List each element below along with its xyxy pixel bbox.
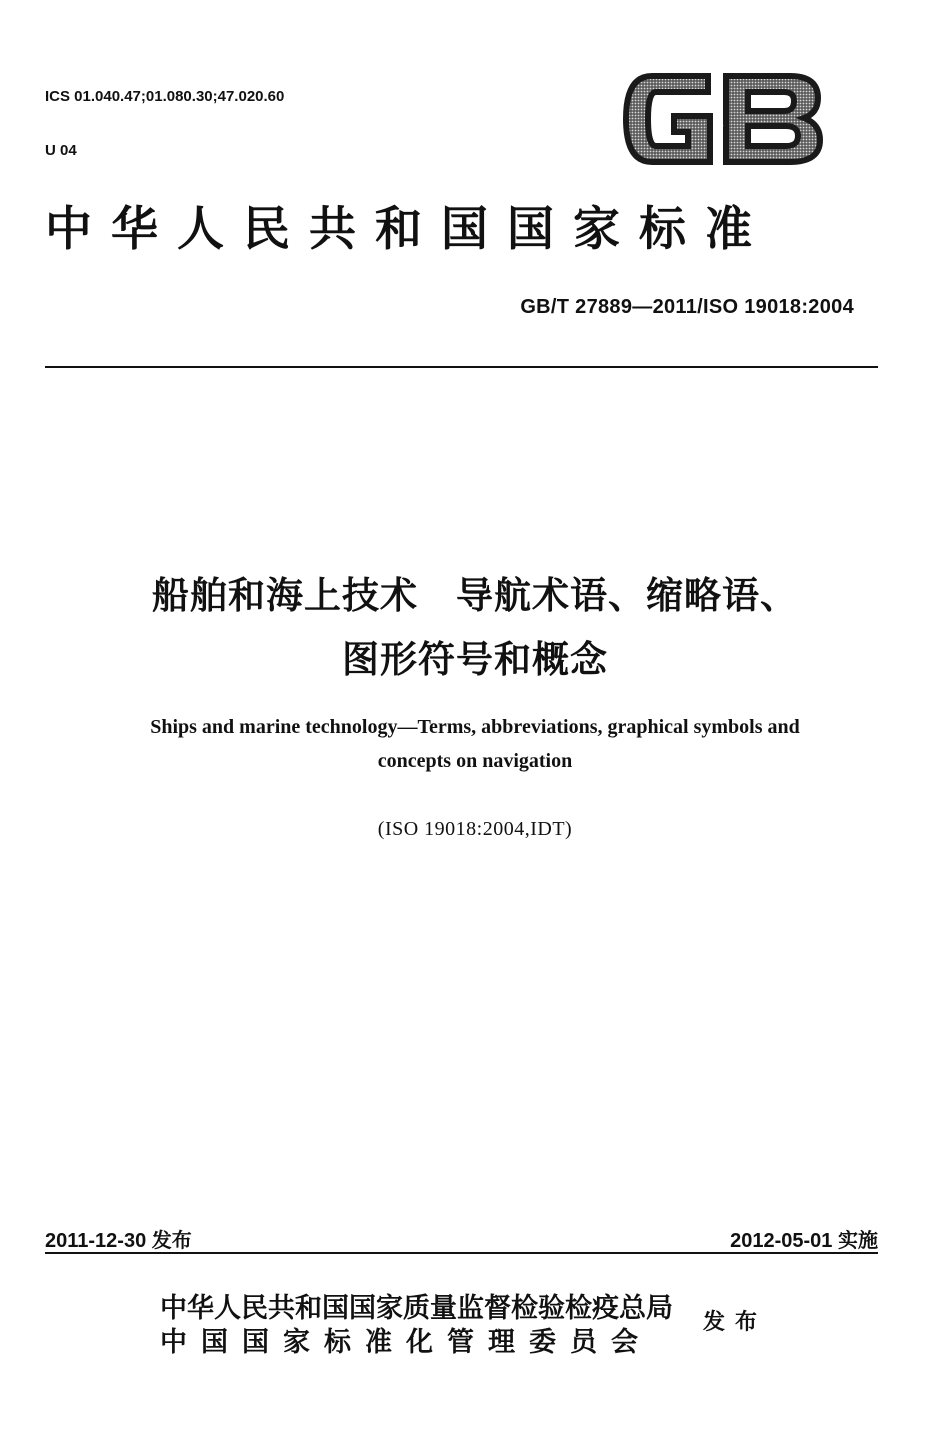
iso-reference: (ISO 19018:2004,IDT): [377, 818, 573, 840]
org-title: 中华人民共和国国家标准: [45, 202, 771, 257]
header-divider: [45, 366, 878, 368]
gb-logo-icon: [622, 66, 824, 172]
publish-label: 发布: [703, 1309, 768, 1335]
title-cn-line2: 图形符号和概念: [342, 638, 608, 681]
title-en-line1: Ships and marine technology—Terms, abbreviations, graphical symbols and: [150, 716, 800, 738]
issuer-aqsiq: 中华人民共和国国家质量监督检验检疫总局: [160, 1293, 673, 1324]
ics-line: ICS 01.040.47;01.080.30;47.020.60: [45, 88, 285, 105]
title-cn-line1: 船舶和海上技术 导航术语、缩略语、: [152, 574, 798, 617]
issuer-sac: 中国国家标准化管理委员会: [160, 1327, 652, 1358]
title-en-line2: concepts on navigation: [377, 750, 573, 772]
implement-date: 2012-05-01 实施: [730, 1230, 878, 1252]
standard-code: GB/T 27889—2011/ISO 19018:2004: [520, 296, 854, 318]
issue-date: 2011-12-30 发布: [45, 1230, 192, 1252]
ics-classification: [45, 52, 284, 178]
ccs-line: U 04: [45, 142, 77, 159]
footer-divider: [45, 1252, 878, 1254]
svg-text:GB: GB: [722, 126, 724, 127]
